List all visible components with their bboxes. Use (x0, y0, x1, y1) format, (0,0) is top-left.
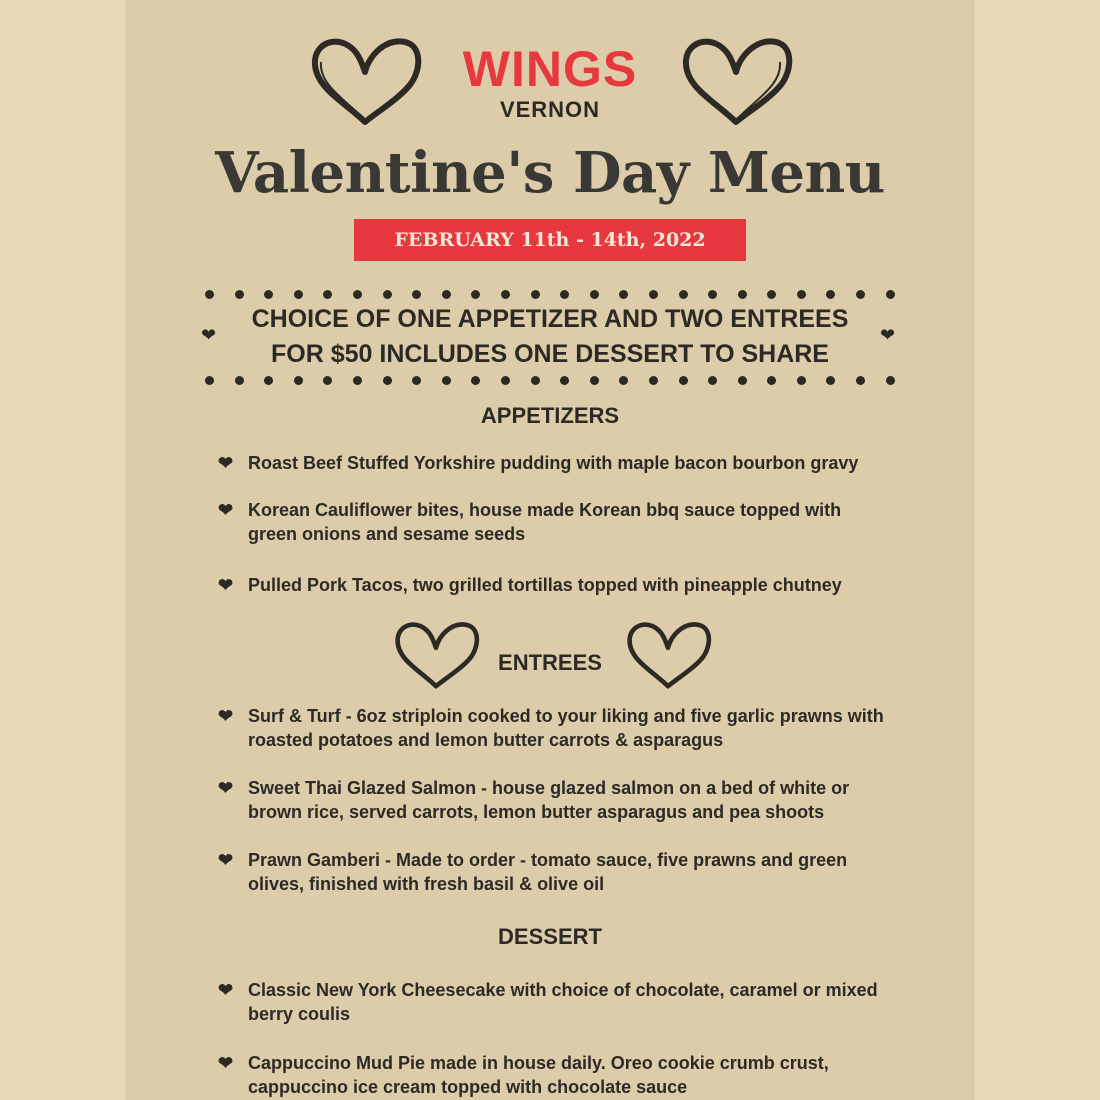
menu-item: ❤ Cappuccino Mud Pie made in house daily. Oreo cookie crumb crust, cappuccino ice cream topped with chocolate sauce (218, 1053, 829, 1097)
divider-dot (856, 290, 865, 299)
divider-dot (442, 290, 451, 299)
heart-icon: ❤ (218, 1053, 234, 1073)
divider-dot (590, 376, 599, 385)
divider-dot (501, 290, 510, 299)
section-title-appetizers: APPETIZERS (480, 403, 620, 428)
divider-dot (442, 376, 451, 385)
divider-dot (471, 290, 480, 299)
menu-item: ❤ Roast Beef Stuffed Yorkshire pudding with maple bacon bourbon gravy (218, 453, 859, 473)
offer-line-2: FOR $50 INCLUDES ONE DESSERT TO SHARE (271, 340, 829, 368)
menu-item: ❤ Surf & Turf - 6oz striploin cooked to your liking and five garlic prawns with roasted potatoes and lemon butter carrots & asparagus (218, 706, 884, 750)
dot-divider-top (205, 289, 895, 299)
divider-dot (205, 290, 214, 299)
divider-dot (501, 376, 510, 385)
divider-dot (264, 376, 273, 385)
divider-dot (826, 290, 835, 299)
menu-item: ❤ Prawn Gamberi - Made to order - tomato sauce, five prawns and green olives, finished with fresh basil & olive oil (218, 850, 848, 894)
divider-dot (856, 376, 865, 385)
divider-dot (294, 290, 303, 299)
divider-dot (531, 376, 540, 385)
divider-dot (560, 376, 569, 385)
heart-icon: ❤ (218, 980, 234, 1000)
divider-dot (412, 290, 421, 299)
page-title: Valentine's Day Menu (215, 140, 885, 206)
divider-dot (323, 376, 332, 385)
divider-dot (738, 376, 747, 385)
heart-icon: ❤ (218, 453, 234, 473)
divider-dot (679, 376, 688, 385)
divider-dot (531, 290, 540, 299)
divider-dot (738, 290, 747, 299)
divider-dot (294, 376, 303, 385)
heart-icon: ❤ (218, 850, 234, 870)
section-title-entrees: ENTREES (498, 650, 602, 675)
heart-icon: ❤ (218, 500, 234, 520)
divider-dot (590, 290, 599, 299)
divider-dot (471, 376, 480, 385)
divider-dot (767, 376, 776, 385)
divider-dot (886, 290, 895, 299)
divider-dot (383, 290, 392, 299)
divider-dot (353, 376, 362, 385)
divider-dot (619, 290, 628, 299)
divider-dot (649, 290, 658, 299)
divider-dot (235, 290, 244, 299)
menu-item: ❤ Classic New York Cheesecake with choice of chocolate, caramel or mixed berry coulis (218, 980, 878, 1024)
divider-dot (205, 376, 214, 385)
date-badge: FEBRUARY 11th - 14th, 2022 (354, 219, 746, 261)
divider-dot (383, 376, 392, 385)
brand-logo: WINGS (462, 41, 638, 97)
heart-icon-offer-right: ❤ (880, 325, 896, 345)
divider-dot (679, 290, 688, 299)
dot-divider-bottom (205, 375, 895, 385)
divider-dot (619, 376, 628, 385)
divider-dot (797, 376, 806, 385)
divider-dot (649, 376, 658, 385)
divider-dot (560, 290, 569, 299)
divider-dot (886, 376, 895, 385)
heart-icon: ❤ (218, 778, 234, 798)
menu-item: ❤ Sweet Thai Glazed Salmon - house glazed salmon on a bed of white or brown rice, served carrots, lemon butter asparagus and pea shoots (218, 778, 850, 822)
heart-icon-offer-left: ❤ (201, 325, 217, 345)
offer-line-1: CHOICE OF ONE APPETIZER AND TWO ENTREES (251, 305, 849, 333)
divider-dot (353, 290, 362, 299)
heart-icon: ❤ (218, 706, 234, 726)
divider-dot (708, 290, 717, 299)
divider-dot (235, 376, 244, 385)
divider-dot (708, 376, 717, 385)
menu-item: ❤ Pulled Pork Tacos, two grilled tortillas topped with pineapple chutney (218, 575, 842, 595)
menu-item: ❤ Korean Cauliflower bites, house made Korean bbq sauce topped with green onions and sesame seeds (218, 500, 842, 544)
divider-dot (323, 290, 332, 299)
divider-dot (767, 290, 776, 299)
heart-icon: ❤ (218, 575, 234, 595)
section-title-dessert: DESSERT (498, 924, 602, 949)
divider-dot (797, 290, 806, 299)
divider-dot (826, 376, 835, 385)
offer-text (0, 302, 1100, 372)
divider-dot (264, 290, 273, 299)
divider-dot (412, 376, 421, 385)
brand-location: VERNON (499, 97, 601, 122)
